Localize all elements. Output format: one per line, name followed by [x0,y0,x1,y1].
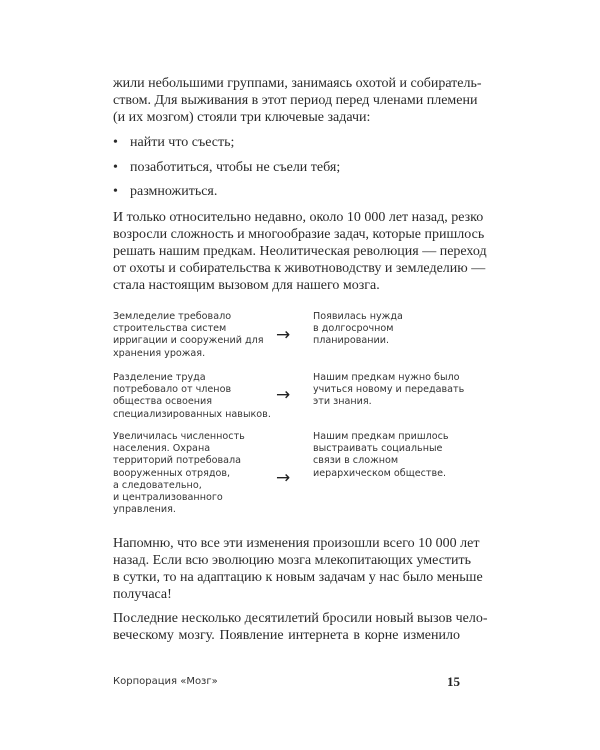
bullet-icon: • [113,160,118,175]
text-line: (и их мозгом) стояли три ключевые задачи: [113,110,371,125]
cell-line: ирригации и сооружений для [113,335,264,347]
cell-line: эти знания. [313,396,372,408]
arrow-right-icon: → [276,468,291,488]
cell-line: и централизованного [113,492,223,504]
cell-line: населения. Охрана [113,443,211,455]
text-line: И только относительно недавно, около 10 000 лет назад, резко [113,210,484,225]
cause-cell [113,431,245,516]
effect-cell [313,431,449,480]
cell-line: строительства систем [113,323,227,335]
effect-cell [313,311,403,348]
text-line: Напомню, что все эти изменения произошли всего 10 000 лет [113,536,480,551]
text-line: назад. Если всю эволюцию мозга млекопитающих уместить [113,553,472,568]
cell-line: в долгосрочном [313,323,394,335]
running-footer-title: Корпорация «Мозг» [113,676,218,687]
cell-line: Разделение труда [113,372,206,383]
cell-line: иерархическом обществе. [313,467,447,479]
arrow-right-icon: → [276,325,291,345]
cell-line: учиться новому и передавать [313,384,465,396]
cell-line: хранения урожая. [113,347,206,359]
cell-line: Появилась нужда [313,311,403,322]
text-line: жили небольшими группами, занимаясь охотой и собиратель- [113,76,482,91]
cell-line: планировании. [313,335,390,347]
cell-line: управления. [113,504,176,516]
text-line: в сутки, то на адаптацию к новым задачам у нас было меньше [113,570,483,585]
bullet-icon: • [113,135,118,150]
text-line: решать нашим предкам. Неолитическая революция — переход [113,244,487,259]
text-line: ством. Для выживания в этот период перед членами племени [113,93,478,108]
cell-line: Увеличилась численность [113,431,245,442]
cell-line: Нашим предкам пришлось [313,431,449,442]
cause-cell [113,372,271,421]
cell-line: Земледелие требовало [113,311,232,322]
cell-line: потребовало от членов [113,384,232,396]
cell-line: выстраивать социальные [313,443,443,455]
list-item: • найти что съесть; [113,135,235,150]
text-line: от охоты и собирательства к животноводству и земледелию — [113,261,486,276]
effect-cell [313,372,464,409]
text-line: веческому мозгу. Появление интернета в корне изменило [113,628,460,643]
text-line: возросли сложность и многообразие задач, которые пришлось [113,227,485,242]
cell-line: а следовательно, [113,479,202,491]
bullet-icon: • [113,184,118,199]
cell-line: специализированных навыков. [113,408,271,420]
page-number: 15 [447,674,460,689]
text-line: стала настоящим вызовом для нашего мозга. [113,278,380,293]
cell-line: связи в сложном [313,455,399,467]
list-item: • позаботиться, чтобы не съели тебя; [113,160,341,175]
cell-line: территорий потребовала [113,455,242,467]
cause-cell [113,311,264,360]
list-item: • размножиться. [113,184,218,199]
text-line: Последние несколько десятилетий бросили новый вызов чело- [113,611,488,626]
cell-line: вооруженных отрядов, [113,467,231,479]
cell-line: Нашим предкам нужно было [313,372,460,383]
arrow-right-icon: → [276,385,291,405]
text-line: получаса! [113,587,172,602]
cell-line: общества освоения [113,396,213,408]
